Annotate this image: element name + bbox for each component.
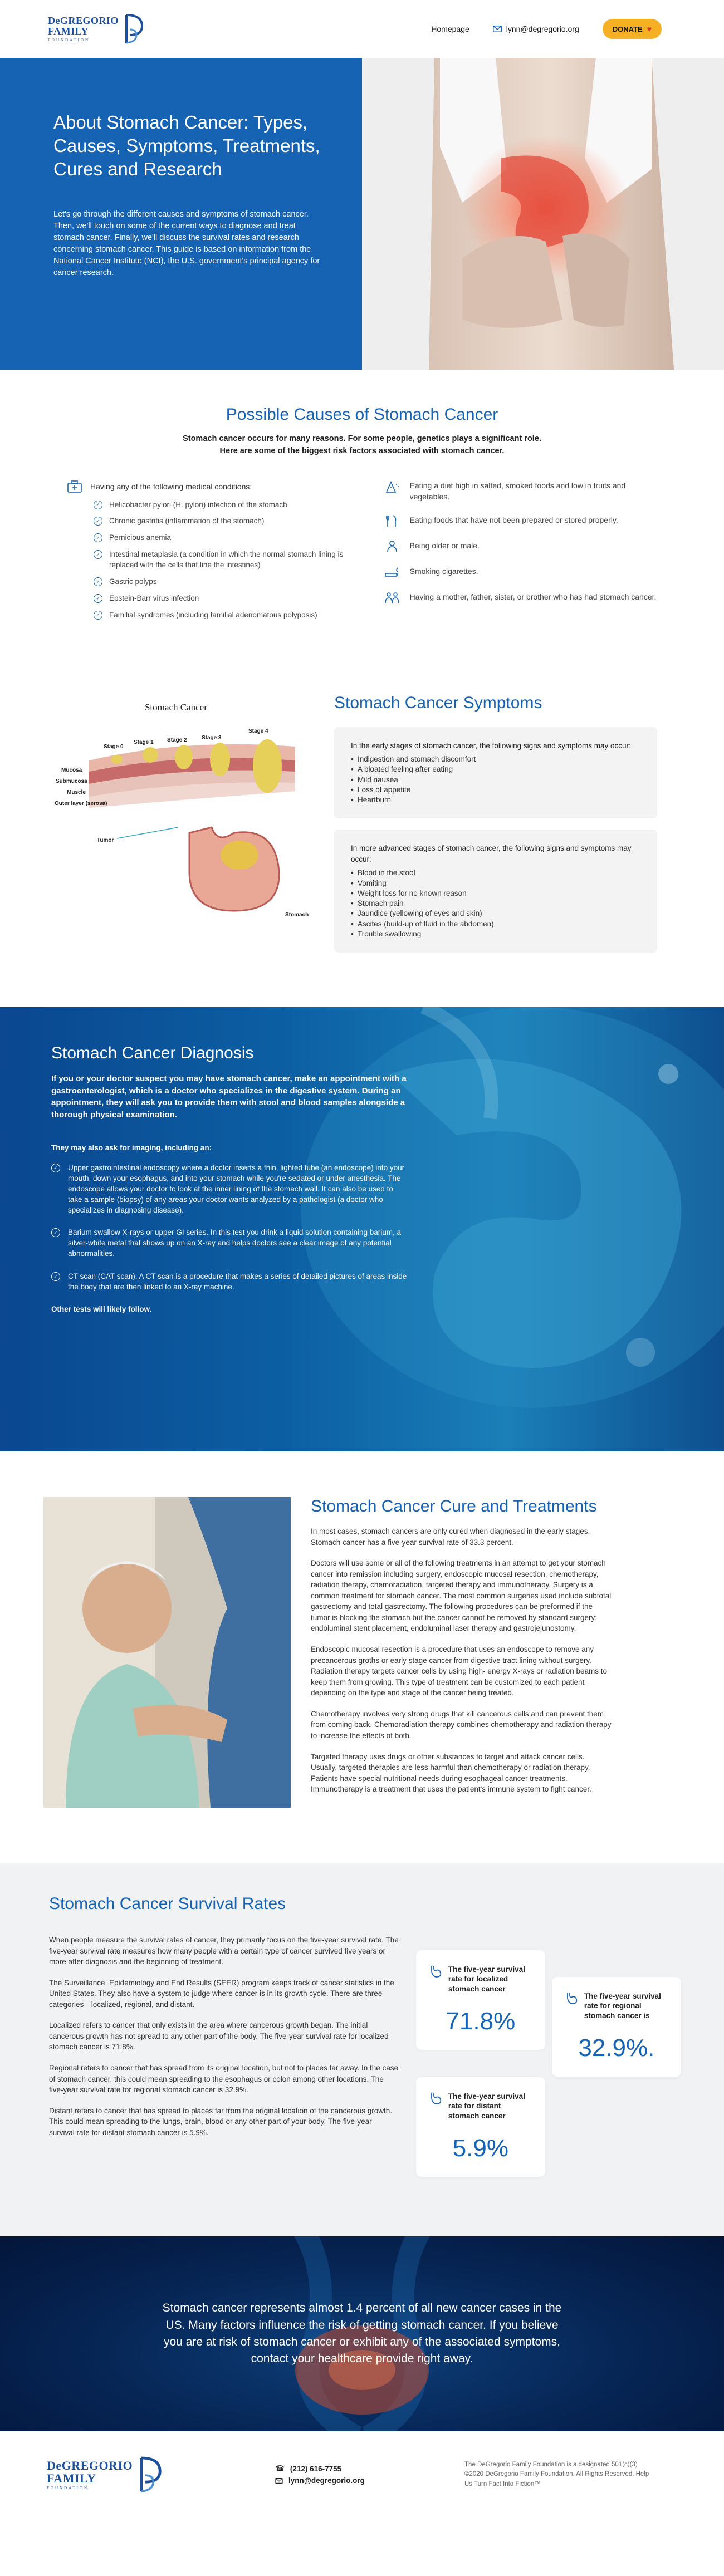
stat-card-regional xyxy=(552,1977,681,2077)
stomach-label: Stomach xyxy=(285,911,309,918)
early-symptoms-card xyxy=(334,727,657,819)
stomach-cancer-diagram xyxy=(50,688,317,964)
footer-email-row[interactable] xyxy=(275,2476,442,2485)
survival-title: Stomach Cancer Survival Rates xyxy=(49,1894,286,1913)
footer-logo[interactable] xyxy=(47,2455,214,2494)
list-item: • Mild nausea xyxy=(351,775,640,785)
causes-intro: Stomach cancer occurs for many reasons. For some people, genetics plays a significant role. Here are some of the biggest risk factors associated with stomach cancer. xyxy=(183,434,541,455)
layer-label: Outer layer (serosa) xyxy=(55,800,107,807)
treatment-title: Stomach Cancer Cure and Treatments xyxy=(311,1496,597,1515)
condition-item xyxy=(94,593,362,604)
conditions-heading-row xyxy=(67,480,362,493)
logo-line-1: DeGREGORIO xyxy=(47,2458,133,2472)
treatment-paragraph: Targeted therapy uses drugs or other substances to target and attack cancer cells. Usually, targeted therapies are less harmful than chemotherapy or radiation therapy. Patients have special nutritional needs during esophageal cancer treatments. Immunotherapy is a treatment that uses the patient's immune system to fight cancer. xyxy=(311,1752,591,1794)
condition-item xyxy=(94,516,362,527)
footer-legal: The DeGregorio Family Foundation is a designated 501(c)(3) ©2020 DeGregorio Family Foundation. All Rights Reserved. Help Us Turn Fact Into Fiction™ xyxy=(464,2461,649,2487)
survival-paragraph: Localized refers to cancer that only exists in the area where cancerous growth began. The initial cancerous growth has not spread to any other part of the body. The five-year survival rate for localized stomach cancer is 71.8%. xyxy=(49,2021,389,2052)
stage-label: Stage 0 xyxy=(104,743,124,750)
causes-section xyxy=(0,370,724,671)
closing-statement: Stomach cancer represents almost 1.4 percent of all new cancer cases in the US. Many factors influence the risk of getting stomach cancer. If you believe you are at risk of stomach cancer or exhibit any of the associated symptoms, contact your healthcare provide right away. xyxy=(162,2302,562,2366)
logo-line-3: FOUNDATION xyxy=(48,37,90,42)
check-circle-icon: ✓ xyxy=(94,517,102,526)
early-symptoms-list xyxy=(351,754,640,805)
stage-label: Stage 4 xyxy=(248,728,268,734)
diagram-title: Stomach Cancer xyxy=(145,701,207,713)
treatment-paragraph: Doctors will use some or all of the following treatments in an attempt to get your stomach cancer into remission including surgery, endoscopic mucosal resection, chemotherapy, radiation therapy, chemoradiation, targeted therapy and immunotherapy. Surgery is a common treatment for stomach cancer. The most common surgeries used include subtotal gastrectomy and total gastrectomy. The following procedures can be preformed if the tumor is blocking the stomach but the cancer cannot be removed by standard surgery: endoluminal stent placement, endoluminal laser therapy and gastrojejunostomy. xyxy=(311,1559,612,1633)
risk-factor-text: Eating a diet high in salted, smoked foods and low in fruits and vegetables. xyxy=(409,480,626,501)
nav-email-text: lynn@degregorio.org xyxy=(506,24,579,33)
phone-icon: ☎ xyxy=(275,2464,285,2473)
logo-mark-icon xyxy=(136,2455,163,2494)
risk-factor-item xyxy=(384,480,657,503)
condition-item xyxy=(94,577,362,587)
risk-factor-item xyxy=(384,540,657,553)
stat-card-header xyxy=(428,2092,533,2121)
diagnosis-section xyxy=(0,1007,724,1451)
risk-factor-text: Being older or male. xyxy=(409,541,480,551)
footer-contact xyxy=(275,2461,442,2488)
envelope-icon xyxy=(275,2478,283,2484)
logo-line-1: DeGREGORIO xyxy=(48,14,119,26)
logo-wordmark xyxy=(47,2459,133,2491)
check-circle-icon: ✓ xyxy=(94,594,102,603)
smoking-icon xyxy=(384,566,400,579)
stat-card-value: 5.9% xyxy=(452,2134,508,2162)
tumor-label: Tumor xyxy=(97,837,114,843)
check-circle-icon: ✓ xyxy=(94,577,102,586)
stat-card-header xyxy=(564,1991,669,2021)
check-circle-icon: ✓ xyxy=(94,501,102,509)
hero-image-stomach-pain xyxy=(362,58,724,370)
list-item: • Loss of appetite xyxy=(351,785,640,795)
stage-label: Stage 3 xyxy=(202,734,222,741)
site-header xyxy=(0,0,724,58)
risk-factors-column xyxy=(384,480,657,627)
nav-email-link[interactable] xyxy=(493,24,579,33)
stat-card-label: The five-year survival rate for localized stomach cancer xyxy=(448,1965,525,1994)
list-item: • Indigestion and stomach discomfort xyxy=(351,754,640,764)
closing-banner xyxy=(0,2236,724,2431)
treatment-section xyxy=(0,1451,724,1863)
list-item: • Weight loss for no known reason xyxy=(351,889,640,899)
stomach-icon xyxy=(428,2092,443,2106)
treatment-content xyxy=(311,1497,612,1808)
survival-paragraph: The Surveillance, Epidemiology and End Results (SEER) program keeps track of cancer statistics in the United States. They also have a system to judge where cancer is in its growth cycle. There are three categories—localized, regional, and distant. xyxy=(49,1978,394,2009)
main-nav xyxy=(431,19,662,39)
symptoms-section xyxy=(0,671,724,1007)
diagnosis-item xyxy=(51,1228,408,1259)
check-circle-icon: ✓ xyxy=(94,533,102,542)
hero-title: About Stomach Cancer: Types, Causes, Symptoms, Treatments, Cures and Research xyxy=(53,112,320,179)
list-item: • Trouble swallowing xyxy=(351,929,640,939)
person-icon xyxy=(384,540,400,553)
site-logo[interactable] xyxy=(48,13,144,45)
condition-item xyxy=(94,610,362,621)
symptoms-title: Stomach Cancer Symptoms xyxy=(334,693,542,712)
hero-text-panel xyxy=(0,58,362,370)
medical-bag-icon xyxy=(67,480,82,493)
diagnosis-item-text: Barium swallow X-rays or upper GI series. In this test you drink a liquid solution containing barium, a silver-white metal that shows up on an X-ray and helps doctors see a clear image of any potential abnormalities. xyxy=(68,1228,402,1258)
survival-paragraph: Regional refers to cancer that has spread from its original location, but not to places far away. In the case of stomach cancer, this could mean spreading to the esophagus or colon among other locations. The five-year survival rate for regional stomach cancer is 32.9%. xyxy=(49,2064,399,2094)
survival-paragraph: Distant refers to cancer that has spread to places far from the original location of the cancerous growth. This could mean spreading to the lungs, brain, blood or any other part of your body. The five-year survival rate for distant stomach cancer is 5.9%. xyxy=(49,2106,393,2137)
condition-text: Pernicious anemia xyxy=(109,533,172,542)
condition-item xyxy=(94,549,362,571)
symptoms-content xyxy=(334,688,657,964)
risk-factor-text: Smoking cigarettes. xyxy=(409,567,478,576)
survival-content xyxy=(49,1895,399,2201)
food-icon xyxy=(384,514,400,528)
diagnosis-title: Stomach Cancer Diagnosis xyxy=(51,1043,254,1062)
condition-text: Intestinal metaplasia (a condition in which the normal stomach lining is replaced with the cells that line the intestines) xyxy=(109,550,344,570)
stat-card-label: The five-year survival rate for regional stomach cancer is xyxy=(584,1991,661,2020)
site-footer xyxy=(0,2431,724,2518)
condition-text: Epstein-Barr virus infection xyxy=(109,593,199,602)
check-circle-icon: ✓ xyxy=(94,611,102,620)
doctor-patient-photo xyxy=(43,1497,291,1808)
advanced-symptoms-card xyxy=(334,830,657,953)
diagnosis-subheading: They may also ask for imaging, including an: xyxy=(51,1143,212,1152)
check-circle-icon: ✓ xyxy=(51,1228,60,1237)
stage-diagram-graphic xyxy=(50,688,317,950)
survival-section xyxy=(0,1863,724,2236)
stat-card-header xyxy=(428,1965,533,1994)
salt-shaker-icon xyxy=(384,480,400,493)
diagnosis-item-text: CT scan (CAT scan). A CT scan is a procedure that makes a series of detailed pictures of areas inside the body that are then linked to an X-ray machine. xyxy=(68,1272,407,1291)
donate-label: DONATE xyxy=(612,24,643,33)
condition-text: Gastric polyps xyxy=(109,577,157,586)
condition-text: Familial syndromes (including familial adenomatous polyposis) xyxy=(109,610,317,619)
stat-card-localized xyxy=(416,1950,545,2050)
footer-email: lynn@degregorio.org xyxy=(288,2476,365,2485)
condition-text: Chronic gastritis (inflammation of the stomach) xyxy=(109,517,265,526)
conditions-heading: Having any of the following medical conditions: xyxy=(90,482,252,491)
condition-item xyxy=(94,533,362,543)
logo-line-2: FAMILY xyxy=(47,2471,96,2485)
treatment-paragraph: Endoscopic mucosal resection is a procedure that uses an endoscope to remove any precancerous groths or early stage cancer from digestive tract lining without surgery. Radiation therapy targets cancer cells by using high- energy X-rays or radiation beams to keep them from growing. This type of treatment can be customized to each patient depending on the type and stage of the cancer being treated. xyxy=(311,1645,608,1697)
list-item: • Vomiting xyxy=(351,879,640,889)
risk-factor-item xyxy=(384,514,657,528)
causes-title: Possible Causes of Stomach Cancer xyxy=(226,405,498,424)
list-item: • A bloated feeling after eating xyxy=(351,764,640,774)
stage-label: Stage 2 xyxy=(167,737,187,743)
stat-card-label: The five-year survival rate for distant stomach cancer xyxy=(448,2092,525,2121)
check-circle-icon: ✓ xyxy=(94,550,102,559)
photo-illustration xyxy=(43,1497,291,1808)
advanced-symptoms-list xyxy=(351,868,640,939)
nav-homepage-link[interactable]: Homepage xyxy=(431,24,469,33)
layer-label: Submucosa xyxy=(56,778,87,784)
condition-item xyxy=(94,500,362,511)
condition-text: Helicobacter pylori (H. pylori) infection of the stomach xyxy=(109,500,287,509)
family-icon xyxy=(384,591,400,605)
risk-factor-text: Eating foods that have not been prepared or stored properly. xyxy=(409,516,618,525)
diagnosis-intro: If you or your doctor suspect you may have stomach cancer, make an appointment with a gastroenterologist, which is a doctor who specializes in the digestive system. During an appointment, they will ask you to provide them with stool and blood samples alongside a thorough physical examination. xyxy=(51,1073,407,1120)
risk-factor-text: Having a mother, father, sister, or brother who has had stomach cancer. xyxy=(409,592,657,602)
logo-line-3: FOUNDATION xyxy=(47,2485,89,2490)
stomach-icon xyxy=(428,1965,443,1979)
footer-phone: (212) 616-7755 xyxy=(290,2464,342,2473)
diagnosis-item xyxy=(51,1272,408,1293)
logo-mark-icon xyxy=(122,13,144,45)
layer-label: Muscle xyxy=(67,789,86,796)
layer-label: Mucosa xyxy=(61,767,82,773)
list-item: • Blood in the stool xyxy=(351,868,640,878)
risk-factor-item xyxy=(384,566,657,579)
treatment-paragraph: In most cases, stomach cancers are only cured when diagnosed in the early stages. Stomach cancer has a five-year survival rate of 33.3 percent. xyxy=(311,1527,590,1547)
early-symptoms-heading: In the early stages of stomach cancer, the following signs and symptoms may occur: xyxy=(351,741,631,750)
donate-button[interactable] xyxy=(603,19,662,39)
heart-icon: ♥ xyxy=(647,24,652,33)
logo-line-2: FAMILY xyxy=(48,25,89,37)
logo-wordmark xyxy=(48,16,119,42)
hero-section xyxy=(0,58,724,370)
treatment-paragraph: Chemotherapy involves very strong drugs that kill cancerous cells and can prevent them from coming back. Chemoradiation therapy combines chemotherapy and radiation therapy to increase the effects of both. xyxy=(311,1709,612,1740)
stat-card-distant xyxy=(416,2077,545,2177)
hero-description: Let's go through the different causes and symptoms of stomach cancer. Then, we'll touch on some of the current ways to diagnose and treat stomach cancer. Finally, we'll discuss the survival rates and research concerning stomach cancer. This guide is based on information from the National Cancer Institute (NCI), the U.S. government's principal agency for cancer research. xyxy=(53,209,320,277)
footer-phone-row[interactable] xyxy=(275,2464,442,2473)
survival-paragraph: When people measure the survival rates of cancer, they primarily focus on the five-year survival rate. The five-year survival rate measures how many people with a certain type of cancer survived five years or more after diagnosis and the beginning of treatment. xyxy=(49,1935,399,1966)
list-item: • Heartburn xyxy=(351,795,640,805)
check-circle-icon: ✓ xyxy=(51,1164,60,1172)
list-item: • Ascites (build-up of fluid in the abdomen) xyxy=(351,919,640,929)
stat-card-value: 71.8% xyxy=(446,2007,516,2035)
stat-card-value: 32.9%. xyxy=(578,2034,655,2062)
survival-stat-cards xyxy=(416,1895,672,2201)
diagnosis-item-text: Upper gastrointestinal endoscopy where a doctor inserts a thin, lighted tube (an endoscope) into your mouth, down your esophagus, and into your stomach while you're sedated or under anesthesia. The endoscope allows your doctor to look at the inner lining of the stomach wall. It can also be used to take a sample (biopsy) of any areas your doctor wants analyzed by a pathologist (a doctor who specializes in diagnosing disease). xyxy=(68,1163,405,1214)
causes-grid xyxy=(67,480,657,627)
medical-conditions-column xyxy=(67,480,362,627)
check-circle-icon: ✓ xyxy=(51,1272,60,1281)
envelope-icon xyxy=(493,26,502,32)
diagnosis-item xyxy=(51,1163,408,1215)
stomach-icon xyxy=(564,1991,579,2006)
list-item: • Jaundice (yellowing of eyes and skin) xyxy=(351,909,640,919)
diagnosis-footnote: Other tests will likely follow. xyxy=(51,1304,152,1313)
stage-label: Stage 1 xyxy=(134,739,154,745)
hero-illustration xyxy=(362,58,724,370)
risk-factor-item xyxy=(384,591,657,605)
advanced-symptoms-heading: In more advanced stages of stomach cancer, the following signs and symptoms may occur: xyxy=(351,844,632,863)
list-item: • Stomach pain xyxy=(351,899,640,909)
